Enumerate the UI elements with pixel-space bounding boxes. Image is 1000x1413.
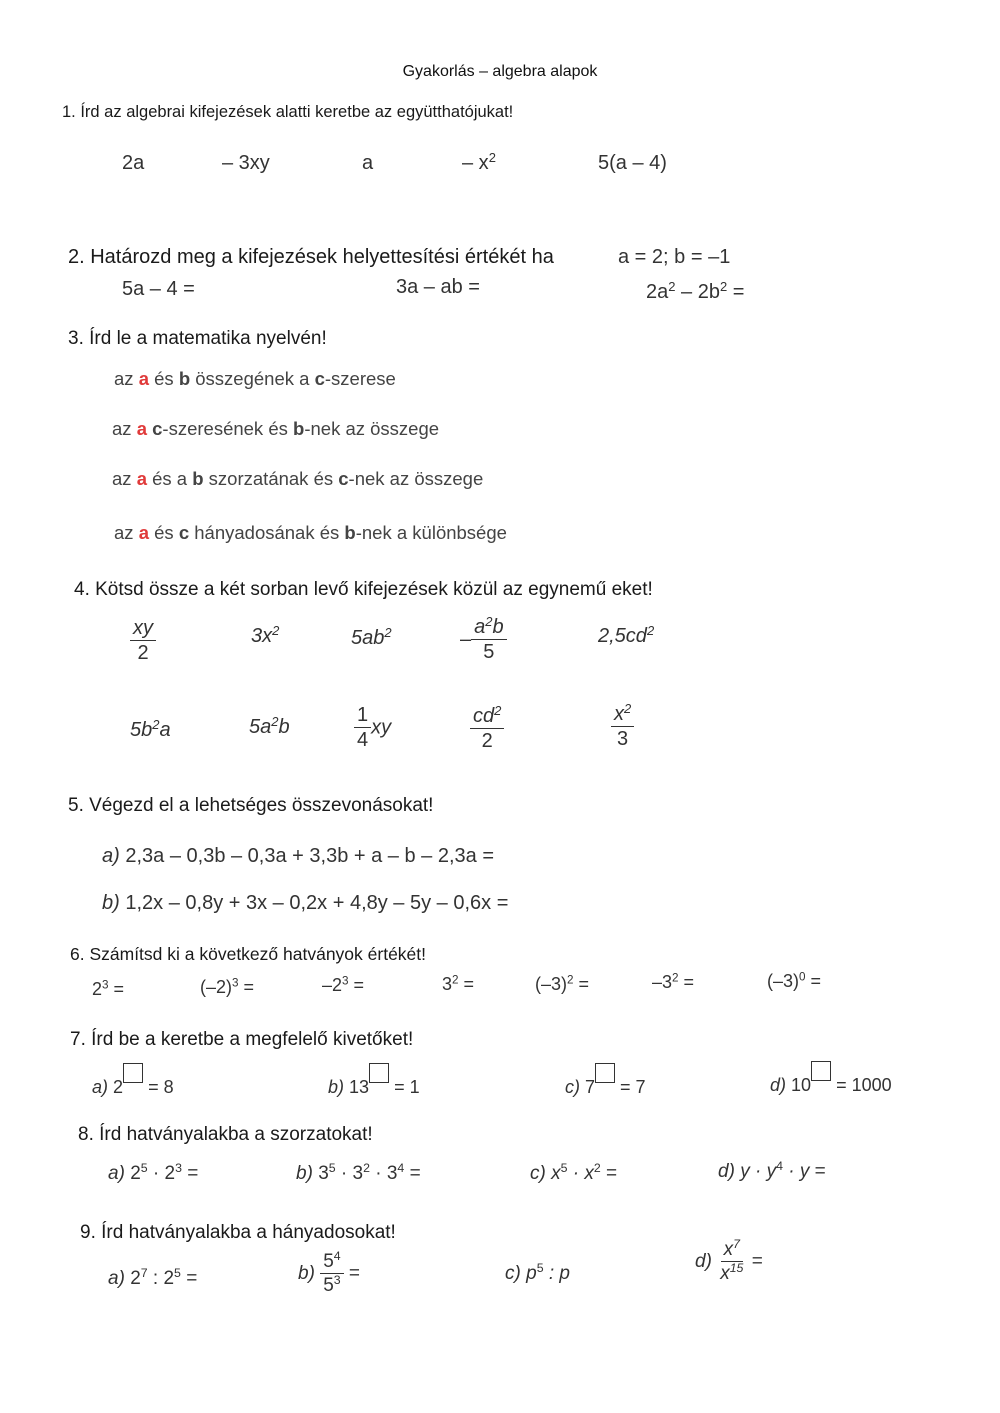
q8-item-d: d) $y \cdot y^4 \cdot y$ = [718, 1159, 826, 1182]
q3-phrase-3: az a és a b szorzatának és c-nek az összege [112, 468, 484, 489]
q7-item-c: c) 7 = 7 [565, 1063, 646, 1098]
q4-row2-expr-5: $\frac{x^2}{3}$ [611, 704, 634, 750]
q3-instruction: 3. Írd le a matematika nyelvén! [68, 328, 327, 349]
q6-item-6: $-3^2$ = [652, 971, 695, 992]
q8-item-c: c) $x^5 \cdot x^2$ = [530, 1161, 618, 1184]
q6-item-4: $3^2$ = [442, 973, 475, 994]
q1-expr-1: 2a [122, 152, 145, 174]
q9-item-c: c) $p^5$ : p [505, 1261, 570, 1284]
q4-row2-expr-2: $5a^2b$ [249, 713, 290, 738]
q6-item-1: $2^3$ = [92, 978, 125, 999]
q8-item-a: a) $2^5 \cdot 2^3$ = [108, 1161, 199, 1184]
q5-expr-b: b) 1,2x – 0,8y + 3x – 0,2x + 4,8y – 5y – 0,6x = [102, 892, 509, 914]
q4-row1-expr-2: $3x^2$ [251, 622, 280, 647]
q2-condition: a = 2; b = –1 [618, 246, 731, 268]
q2-expr-2: 3a – ab = [396, 276, 480, 298]
q6-item-3: $-2^3$ = [322, 974, 365, 995]
q7-item-d: d) 10 = 1000 [770, 1061, 892, 1096]
q4-row2-expr-1: $5b^2a$ [130, 716, 171, 741]
q1-expr-5: 5(a – 4) [598, 152, 667, 174]
q6-item-2: $(-2)^3$ = [200, 976, 255, 997]
q1-expr-3: a [362, 152, 374, 174]
q6-item-7: $(-3)^0$ = [767, 970, 822, 991]
q6-instruction: 6. Számítsd ki a következő hatványok értékét! [70, 944, 427, 964]
q2-expr-3: $2a^2 - 2b^2$ = [646, 278, 745, 303]
q9-item-b: b) $\frac{5^4}{5^3}$ = [298, 1249, 361, 1296]
exponent-box[interactable] [811, 1061, 831, 1081]
q4-row1-expr-5: $2,5cd^2$ [598, 622, 655, 647]
q4-row1-expr-3: $5ab^2$ [351, 624, 392, 649]
q7-item-b: b) 13 = 1 [328, 1063, 420, 1098]
q4-instruction: 4. Kötsd össze a két sorban levő kifejezések közül az egynemű eket! [74, 579, 653, 600]
q2-expr-1: 5a – 4 = [122, 278, 195, 300]
q3-phrase-4: az a és c hányadosának és b-nek a különbsége [114, 522, 507, 543]
q4-row2-expr-4: $\frac{cd^2}{2}$ [470, 706, 504, 752]
q7-instruction: 7. Írd be a keretbe a megfelelő kivetőket! [70, 1029, 414, 1050]
q7-item-a: a) 2 = 8 [92, 1063, 174, 1098]
q6-item-5: $(-3)^2$ = [535, 973, 590, 994]
q3-phrase-1: az a és b összegének a c-szerese [114, 368, 396, 389]
exponent-box[interactable] [369, 1063, 389, 1083]
q1-expr-2: – 3xy [222, 152, 270, 174]
q9-instruction: 9. Írd hatványalakba a hányadosokat! [80, 1222, 396, 1243]
q9-item-d: d) $\frac{x^7}{x^{15}}$ = [695, 1237, 763, 1284]
exponent-box[interactable] [595, 1063, 615, 1083]
q4-row1-expr-4: – $\frac{a^2b}{5}$ [460, 617, 507, 663]
q8-item-b: b) $3^5 \cdot 3^2 \cdot 3^4$ = [296, 1161, 421, 1184]
q1-expr-4: – $x^2$ [462, 149, 496, 174]
q9-item-a: a) $2^7$ : $2^5$ = [108, 1266, 198, 1289]
q4-row2-expr-3: $\frac{1}{4}$ xy [354, 705, 391, 751]
exponent-box[interactable] [123, 1063, 143, 1083]
q1-instruction: 1. Írd az algebrai kifejezések alatti keretbe az együtthatójukat! [62, 103, 514, 121]
q4-row1-expr-1: $\frac{xy}{2}$ [130, 618, 156, 664]
q2-instruction: 2. Határozd meg a kifejezések helyettesítési értékét ha [68, 246, 554, 268]
page-title: Gyakorlás – algebra alapok [402, 63, 598, 80]
q8-instruction: 8. Írd hatványalakba a szorzatokat! [78, 1124, 373, 1145]
q5-instruction: 5. Végezd el a lehetséges összevonásokat! [68, 795, 434, 816]
q3-phrase-2: az a c-szeresének és b-nek az összege [112, 418, 440, 439]
q5-expr-a: a) 2,3a – 0,3b – 0,3a + 3,3b + a – b – 2,3a = [102, 845, 495, 867]
